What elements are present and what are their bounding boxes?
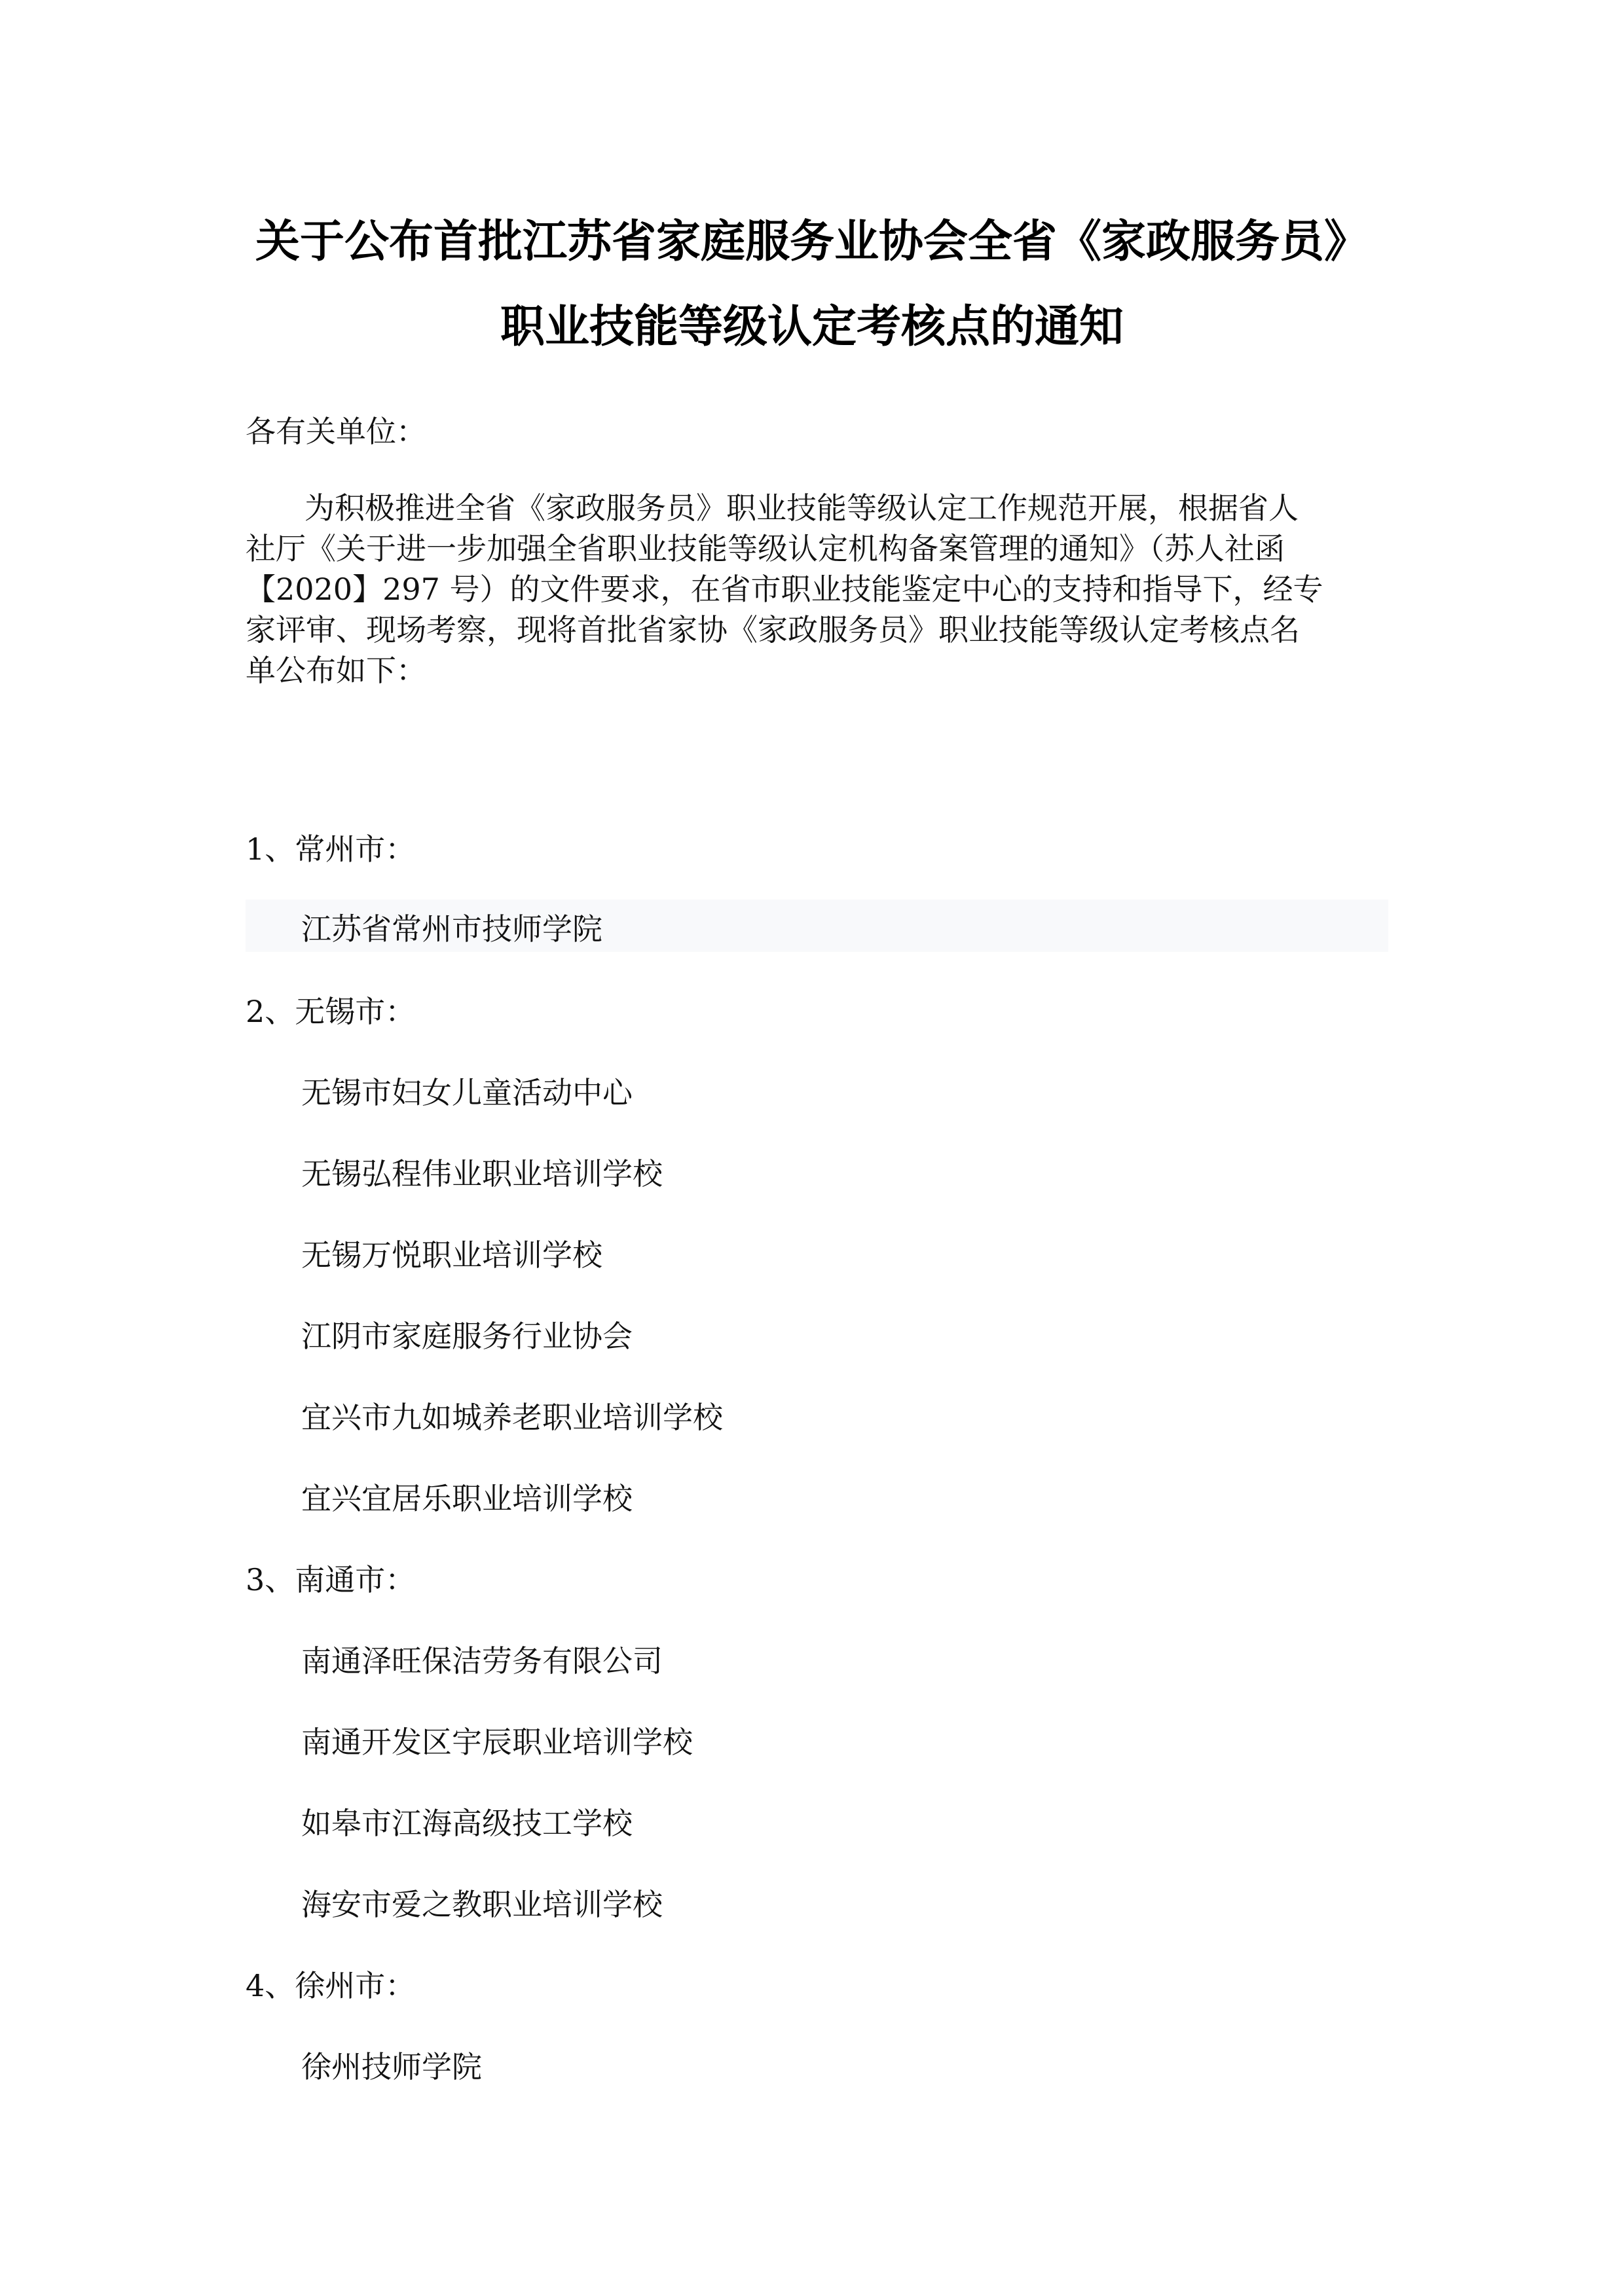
organization-item: 如皋市江海高级技工学校 bbox=[301, 1806, 633, 1841]
paragraph-line: 社厅《关于进一步加强全省职业技能等级认定机构备案管理的通知》（苏人社函 bbox=[246, 531, 1285, 566]
paragraph-line: 【2020】297 号）的文件要求，在省市职业技能鉴定中心的支持和指导下，经专 bbox=[246, 572, 1323, 607]
organization-item: 南通开发区宇辰职业培训学校 bbox=[301, 1724, 693, 1760]
city-heading: 1、常州市： bbox=[246, 831, 416, 867]
organization-item: 江苏省常州市技师学院 bbox=[301, 911, 602, 947]
organization-item: 海安市爱之教职业培训学校 bbox=[301, 1887, 663, 1922]
organization-item: 无锡市妇女儿童活动中心 bbox=[301, 1075, 633, 1110]
city-heading: 2、无锡市： bbox=[246, 994, 416, 1029]
paragraph-line: 单公布如下： bbox=[246, 653, 426, 688]
document-title-line-1: 关于公布首批江苏省家庭服务业协会全省《家政服务员》 bbox=[255, 216, 1369, 268]
organization-item: 徐州技师学院 bbox=[301, 2049, 482, 2085]
paragraph-line: 家评审、现场考察，现将首批省家协《家政服务员》职业技能等级认定考核点名 bbox=[246, 612, 1300, 647]
organization-item: 江阴市家庭服务行业协会 bbox=[301, 1319, 633, 1354]
organization-item: 无锡万悦职业培训学校 bbox=[301, 1237, 602, 1273]
paragraph-line: 为积极推进全省《家政服务员》职业技能等级认定工作规范开展，根据省人 bbox=[304, 490, 1299, 526]
salutation: 各有关单位： bbox=[246, 414, 426, 449]
organization-item: 宜兴宜居乐职业培训学校 bbox=[301, 1481, 633, 1516]
document-title-line-2: 职业技能等级认定考核点的通知 bbox=[500, 301, 1124, 353]
organization-item: 南通泽旺保洁劳务有限公司 bbox=[301, 1643, 663, 1679]
city-heading: 3、南通市： bbox=[246, 1562, 416, 1597]
organization-item: 宜兴市九如城养老职业培训学校 bbox=[301, 1400, 723, 1435]
organization-item: 无锡弘程伟业职业培训学校 bbox=[301, 1156, 663, 1192]
city-heading: 4、徐州市： bbox=[246, 1968, 416, 2003]
